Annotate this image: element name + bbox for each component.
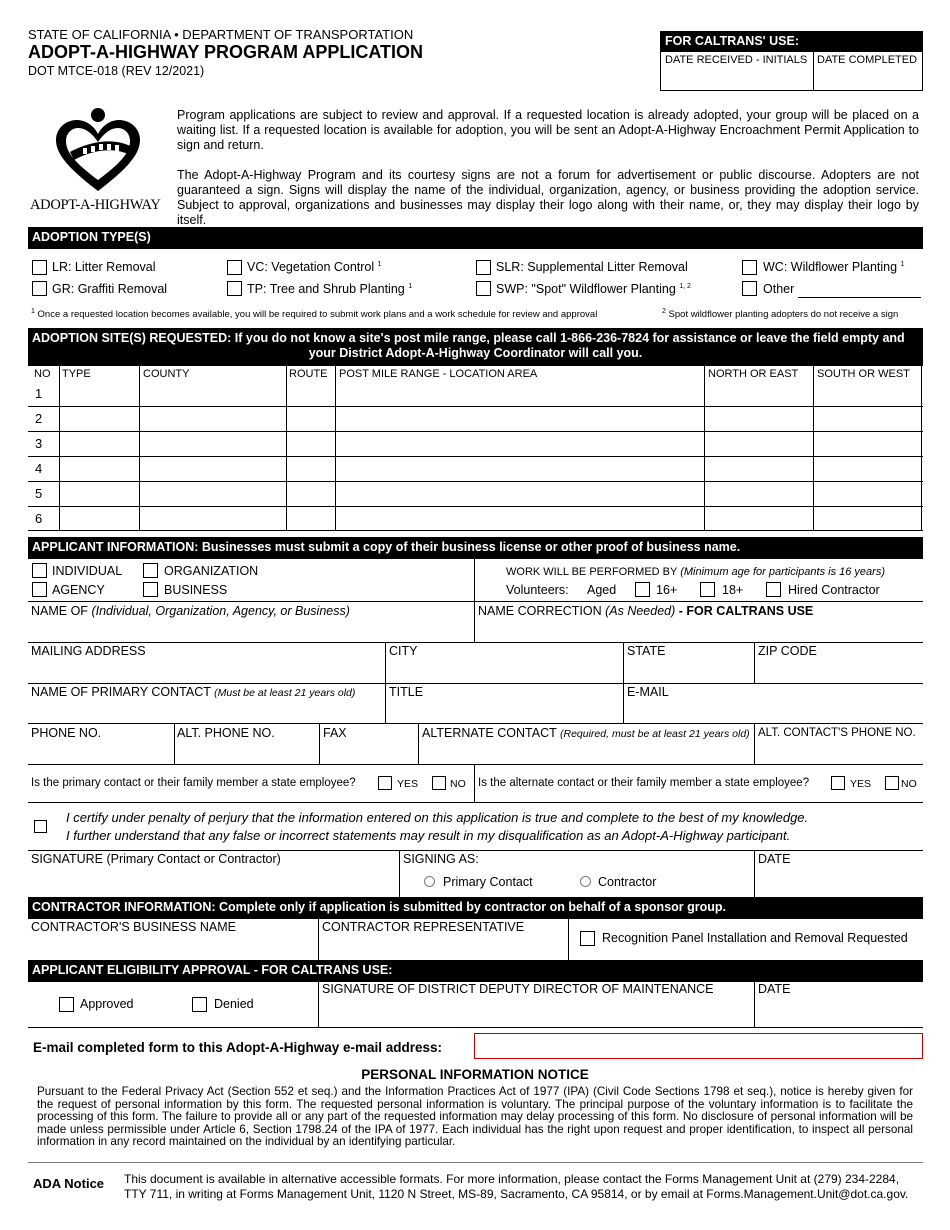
other-label: Other xyxy=(763,282,795,296)
primary-state-employee-question: Is the primary contact or their family member a state employee? xyxy=(31,777,356,789)
contractor-rep-label: CONTRACTOR REPRESENTATIVE xyxy=(322,920,525,934)
individual-label: INDIVIDUAL xyxy=(52,564,123,578)
footnote-2-mark: 2 xyxy=(662,308,666,315)
work-by-label xyxy=(506,566,885,578)
email-label: E-MAIL xyxy=(627,685,669,699)
alt-no-checkbox[interactable] xyxy=(885,776,899,790)
ada-line-2: TTY 711, in writing at Forms Management Unit, 1120 N Street, MS-89, Sacramento, CA 95814, or by email at Forms.Management.Unit@dot.ca.gov. xyxy=(124,1187,909,1201)
fax-label: FAX xyxy=(323,726,347,740)
alt-contact-label xyxy=(422,726,750,740)
recognition-panel-checkbox[interactable] xyxy=(580,931,595,946)
primary-no-label: NO xyxy=(450,778,466,790)
slr-label: SLR: Supplemental Litter Removal xyxy=(496,260,688,274)
vc-label xyxy=(247,260,382,274)
applicant-info-header: APPLICANT INFORMATION: Businesses must submit a copy of their business license or other proof of business name. xyxy=(28,537,923,559)
sites-table xyxy=(28,366,923,531)
primary-no-checkbox[interactable] xyxy=(432,776,446,790)
hired-contractor-label: Hired Contractor xyxy=(788,583,880,597)
form-number: DOT MTCE-018 (REV 12/2021) xyxy=(28,64,205,78)
tp-footnote: 1 xyxy=(408,282,413,290)
age-16-checkbox[interactable] xyxy=(635,582,650,597)
primary-yes-label: YES xyxy=(397,778,419,790)
col-county: COUNTY xyxy=(143,368,190,380)
wc-footnote: 1 xyxy=(900,260,905,268)
mailing-address-label: MAILING ADDRESS xyxy=(31,644,146,658)
adopt-a-highway-logo xyxy=(28,106,168,216)
row-number: 1 xyxy=(35,386,43,401)
city-label: CITY xyxy=(389,644,418,658)
name-correction-label xyxy=(478,604,813,618)
wc-checkbox[interactable] xyxy=(742,260,757,275)
wc-label xyxy=(763,260,904,274)
contractor-radio-label: Contractor xyxy=(598,875,657,889)
deputy-director-signature-label: SIGNATURE OF DISTRICT DEPUTY DIRECTOR OF MAINTENANCE xyxy=(322,982,714,996)
adoption-sites-line-2: your District Adopt-A-Highway Coordinator will call you. xyxy=(308,346,643,360)
signature-label: SIGNATURE (Primary Contact or Contractor) xyxy=(31,852,281,866)
name-correction-tail: - FOR CALTRANS USE xyxy=(678,604,814,618)
footnote-2-text: Spot wildflower planting adopters do not receive a sign xyxy=(668,309,899,321)
col-south-west: SOUTH OR WEST xyxy=(817,368,910,380)
recognition-panel-label: Recognition Panel Installation and Removal Requested xyxy=(602,931,908,945)
lr-checkbox[interactable] xyxy=(32,260,47,275)
adoption-types-header: ADOPTION TYPE(S) xyxy=(28,227,923,249)
ada-label: ADA Notice xyxy=(33,1176,105,1191)
email-address-field[interactable] xyxy=(474,1033,923,1059)
eligibility-header: APPLICANT ELIGIBILITY APPROVAL - FOR CALTRANS USE: xyxy=(28,960,923,982)
swp-footnote: 1, 2 xyxy=(679,282,691,290)
row-number: 3 xyxy=(35,436,43,451)
name-of-label xyxy=(31,604,350,618)
name-correction-text: NAME CORRECTION xyxy=(478,604,602,618)
contractor-business-label: CONTRACTOR'S BUSINESS NAME xyxy=(31,920,236,934)
individual-checkbox[interactable] xyxy=(32,563,47,578)
age-18-checkbox[interactable] xyxy=(700,582,715,597)
business-label: BUSINESS xyxy=(164,583,228,597)
contractor-radio[interactable] xyxy=(580,876,591,887)
denied-checkbox[interactable] xyxy=(192,997,207,1012)
alt-no-label: NO xyxy=(901,778,917,790)
primary-contact-radio[interactable] xyxy=(424,876,435,887)
signing-as-label: SIGNING AS: xyxy=(403,852,479,866)
other-checkbox[interactable] xyxy=(742,281,757,296)
approved-checkbox[interactable] xyxy=(59,997,74,1012)
certify-line-1: I certify under penalty of perjury that the information entered on this application is true and complete to the best of my knowledge. xyxy=(66,810,809,825)
name-of-note: (Individual, Organization, Agency, or Business) xyxy=(91,604,350,618)
caltrans-use-box xyxy=(660,31,923,91)
agency-label: AGENCY xyxy=(52,583,105,597)
adoption-sites-header xyxy=(28,328,923,366)
phone-label: PHONE NO. xyxy=(31,726,102,740)
volunteers-label: Volunteers: xyxy=(506,583,569,597)
col-route: ROUTE xyxy=(289,368,328,380)
name-correction-note: (As Needed) xyxy=(605,604,676,618)
primary-contact-radio-label: Primary Contact xyxy=(443,875,533,889)
email-instruction: E-mail completed form to this Adopt-A-Highway e-mail address: xyxy=(33,1040,443,1055)
swp-text: SWP: "Spot" Wildflower Planting xyxy=(496,282,676,296)
vc-checkbox[interactable] xyxy=(227,260,242,275)
row-number: 5 xyxy=(35,486,43,501)
alt-contact-phone-label: ALT. CONTACT'S PHONE NO. xyxy=(758,727,916,739)
tp-text: TP: Tree and Shrub Planting xyxy=(247,282,405,296)
col-no: NO xyxy=(34,368,51,380)
agency-checkbox[interactable] xyxy=(32,582,47,597)
organization-checkbox[interactable] xyxy=(143,563,158,578)
caltrans-use-title: FOR CALTRANS' USE: xyxy=(661,32,922,52)
row-number: 4 xyxy=(35,461,43,476)
privacy-text: Pursuant to the Federal Privacy Act (Section 552 et seq.) and the Information Practices Act of 1977 (IPA) (Civil Code Sections 1798 et seq.), notice is hereby given for the request of personal information by this form. The requested personal information is voluntary. The principal purpose of the voluntary information is to facilitate the processing of this form. The failure to provide all or any part of the requested information may delay processing of this form. No disclosure of personal information will be made unless permissible under Article 6, Section 1798.24 of the IPA of 1977. Each individual has the right upon request and proper identification, to inspect all personal information in any record maintained on the individual by an identifying particular. xyxy=(37,1085,913,1149)
gr-checkbox[interactable] xyxy=(32,281,47,296)
approved-label: Approved xyxy=(80,997,134,1011)
form-title: ADOPT-A-HIGHWAY PROGRAM APPLICATION xyxy=(28,42,424,62)
certify-checkbox[interactable] xyxy=(34,820,47,833)
agency-name: STATE OF CALIFORNIA • DEPARTMENT OF TRANSPORTATION xyxy=(28,27,414,42)
eligibility-date-label: DATE xyxy=(758,982,791,996)
footnote-1-text: Once a requested location becomes available, you will be required to submit work plans and a work schedule for review and approval xyxy=(37,309,598,321)
col-north-east: NORTH OR EAST xyxy=(708,368,799,380)
tp-checkbox[interactable] xyxy=(227,281,242,296)
vc-text: VC: Vegetation Control xyxy=(247,260,375,274)
vc-footnote: 1 xyxy=(377,260,382,268)
privacy-title: PERSONAL INFORMATION NOTICE xyxy=(361,1067,589,1082)
tp-label xyxy=(247,282,412,296)
ada-line-1: This document is available in alternative accessible formats. For more information, please contact the Forms Management Unit at (279) 234-2284, xyxy=(124,1172,900,1186)
alt-phone-label: ALT. PHONE NO. xyxy=(177,726,275,740)
footnote-2 xyxy=(662,308,898,320)
other-input-line[interactable] xyxy=(798,297,921,298)
swp-checkbox[interactable] xyxy=(476,281,491,296)
age-18-label: 18+ xyxy=(722,583,744,597)
primary-yes-checkbox[interactable] xyxy=(378,776,392,790)
col-post-mile: POST MILE RANGE - LOCATION AREA xyxy=(339,368,538,380)
col-type: TYPE xyxy=(62,368,91,380)
organization-label: ORGANIZATION xyxy=(164,564,259,578)
work-by-note: (Minimum age for participants is 16 years) xyxy=(680,566,885,578)
row-number: 2 xyxy=(35,411,43,426)
alt-contact-note: (Required, must be at least 21 years old) xyxy=(560,728,750,740)
primary-contact-text: NAME OF PRIMARY CONTACT xyxy=(31,685,211,699)
primary-contact-note: (Must be at least 21 years old) xyxy=(214,687,356,699)
aged-label: Aged xyxy=(587,583,617,597)
intro-paragraph-1: Program applications are subject to review and approval. If a requested location is already adopted, your group will be placed on a waiting list. If a requested location is available for adoption, you will be sent an Adopt-A-Highway Encroachment Permit Application to sign and return. xyxy=(177,108,919,152)
zip-code-label: ZIP CODE xyxy=(758,644,817,658)
work-by-text: WORK WILL BE PERFORMED BY xyxy=(506,566,678,578)
date-completed-label: DATE COMPLETED xyxy=(817,54,918,66)
lr-label: LR: Litter Removal xyxy=(52,260,156,274)
business-checkbox[interactable] xyxy=(143,582,158,597)
gr-label: GR: Graffiti Removal xyxy=(52,282,168,296)
logo-text: ADOPT-A-HIGHWAY xyxy=(30,197,161,213)
alt-yes-checkbox[interactable] xyxy=(831,776,845,790)
title-label: TITLE xyxy=(389,685,424,699)
alt-contact-text: ALTERNATE CONTACT xyxy=(422,726,557,740)
age-16-label: 16+ xyxy=(656,583,678,597)
signature-date-label: DATE xyxy=(758,852,791,866)
state-label: STATE xyxy=(627,644,666,658)
swp-label xyxy=(496,282,691,296)
date-received-label: DATE RECEIVED - INITIALS xyxy=(665,54,808,66)
primary-contact-label xyxy=(31,685,355,699)
alt-yes-label: YES xyxy=(850,778,872,790)
footnote-1-mark: 1 xyxy=(31,308,35,315)
denied-label: Denied xyxy=(214,997,254,1011)
slr-checkbox[interactable] xyxy=(476,260,491,275)
contractor-info-header: CONTRACTOR INFORMATION: Complete only if application is submitted by contractor on behalf of a sponsor group. xyxy=(28,897,923,919)
intro-paragraph-2: The Adopt-A-Highway Program and its courtesy signs are not a forum for advertisement or public discourse. Adopters are not guaranteed a sign. Signs will display the name of the individual, organization, agency, or business providing the adoption service. Subject to approval, organizations and businesses may display their logo along with their name, or, they may display their logo by itself. xyxy=(177,168,919,227)
hired-contractor-checkbox[interactable] xyxy=(766,582,781,597)
wc-text: WC: Wildflower Planting xyxy=(763,260,898,274)
footnote-1 xyxy=(31,308,597,320)
alt-state-employee-question: Is the alternate contact or their family member a state employee? xyxy=(478,777,810,789)
row-number: 6 xyxy=(35,511,43,526)
adoption-sites-line-1: ADOPTION SITE(S) REQUESTED: If you do not know a site's post mile range, please call 1-866-236-7824 for assistance or leave the field empty and xyxy=(32,331,905,345)
certify-line-2: I further understand that any false or incorrect statements may result in my disqualification as an Adopt-A-Highway participant. xyxy=(66,828,791,843)
name-of-text: NAME OF xyxy=(31,604,88,618)
